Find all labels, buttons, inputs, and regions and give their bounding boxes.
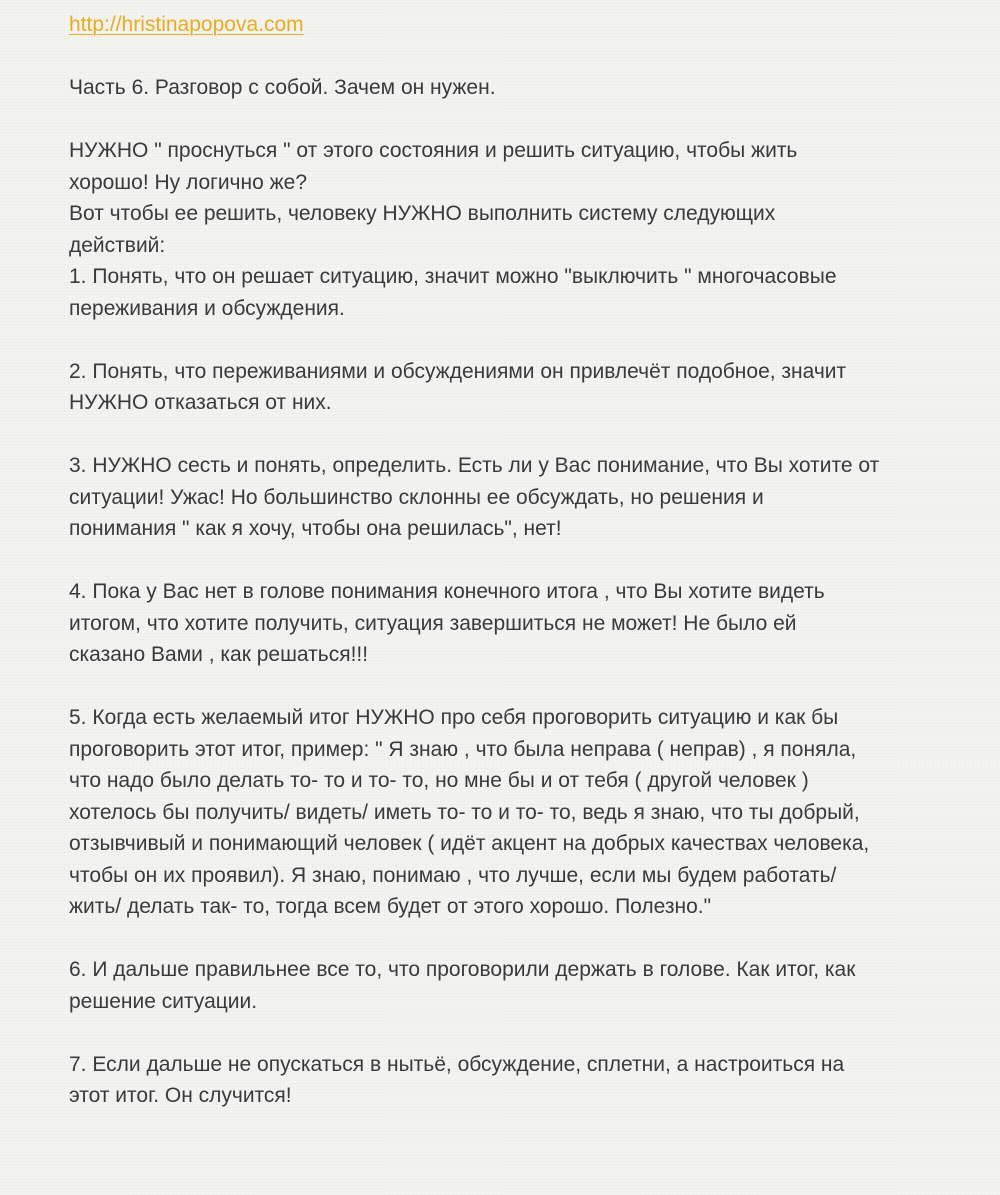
text-line: сказано Вами , как решаться!!! <box>69 643 369 666</box>
text-line: что надо было делать то- то и то- то, но мне бы и от тебя ( другой человек ) <box>69 769 809 792</box>
text-line: 7. Если дальше не опускаться в нытьё, обсуждение, сплетни, а настроиться на <box>69 1052 845 1076</box>
text-line: 2. Понять, что переживаниями и обсуждениями он привлечёт подобное, значит <box>69 359 847 383</box>
text-line: 6. И дальше правильнее все то, что проговорили держать в голове. Как итог, как <box>69 958 856 981</box>
text-line: отзывчивый и понимающий человек ( идёт акцент на добрых качествах человека, <box>69 832 870 855</box>
text-line: НУЖНО отказаться от них. <box>69 391 332 414</box>
text-line: 5. Когда есть желаемый итог НУЖНО про себя проговорить ситуацию и как бы <box>69 706 839 729</box>
article-title: Часть 6. Разговор с собой. Зачем он нужен. <box>69 76 496 99</box>
text-line: решение ситуации. <box>69 989 258 1013</box>
intro-paragraph <box>69 104 949 262</box>
website-link[interactable]: http://hristinapopova.com <box>69 13 304 36</box>
text-line: НУЖНО " проснуться " от этого состояния и решить ситуацию, чтобы жить <box>69 139 798 162</box>
text-line: хотелось бы получить/ видеть/ иметь то- то и то- то, ведь я знаю, что ты добрый, <box>69 800 860 824</box>
point-7 <box>69 1017 949 1112</box>
text-line: 4. Пока у Вас нет в голове понимания конечного итога , что Вы хотите видеть <box>69 580 825 603</box>
text-line: ситуации! Ужас! Но большинство склонны ее обсуждать, но решения и <box>69 485 764 509</box>
text-line: хорошо! Ну логично же? <box>69 170 308 194</box>
document-page <box>69 9 949 1112</box>
text-line: понимания " как я хочу, чтобы она решилась", нет! <box>69 517 562 540</box>
point-6 <box>69 923 949 1018</box>
point-3 <box>69 419 949 545</box>
text-line: действий: <box>69 233 166 257</box>
point-5 <box>69 671 949 923</box>
text-line: этот итог. Он случится! <box>69 1084 292 1107</box>
point-2 <box>69 324 949 419</box>
point-4 <box>69 545 949 671</box>
point-1 <box>69 261 949 324</box>
text-line: Вот чтобы ее решить, человеку НУЖНО выполнить систему следующих <box>69 202 776 225</box>
text-line: проговорить этот итог, пример: " Я знаю , что была неправа ( неправ) , я поняла, <box>69 737 857 761</box>
text-line: жить/ делать так- то, тогда всем будет от этого хорошо. Полезно." <box>69 895 712 918</box>
text-line: переживания и обсуждения. <box>69 296 345 320</box>
text-line: итогом, что хотите получить, ситуация завершиться не может! Не было ей <box>69 611 797 635</box>
text-line: чтобы он их проявил). Я знаю, понимаю , что лучше, если мы будем работать/ <box>69 863 837 887</box>
text-line: 3. НУЖНО сесть и понять, определить. Есть ли у Вас понимание, что Вы хотите от <box>69 454 880 477</box>
text-line: 1. Понять, что он решает ситуацию, значит можно "выключить " многочасовые <box>69 265 837 288</box>
